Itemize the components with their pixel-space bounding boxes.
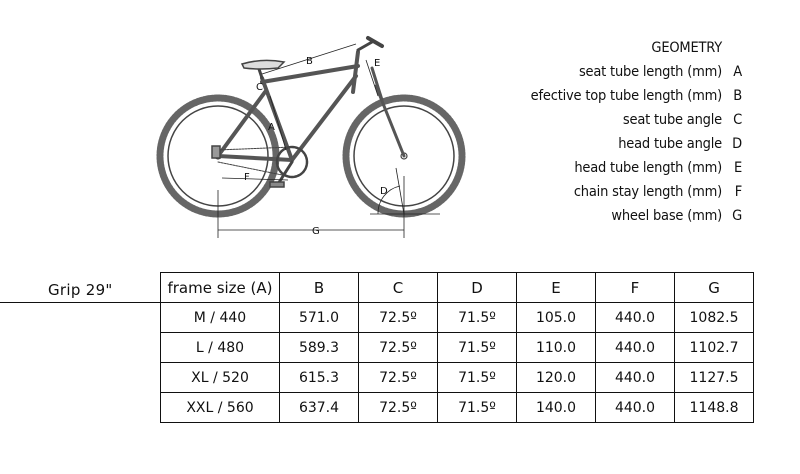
col-header-b: B xyxy=(280,273,359,303)
cell-frame-size: M / 440 xyxy=(161,303,280,333)
cell-g: 1127.5 xyxy=(675,363,754,393)
cell-b: 637.4 xyxy=(280,393,359,423)
cell-g: 1082.5 xyxy=(675,303,754,333)
legend-item-c: seat tube angle C xyxy=(622,112,742,128)
col-header-f: F xyxy=(596,273,675,303)
cell-d: 71.5º xyxy=(438,363,517,393)
cell-e: 120.0 xyxy=(517,363,596,393)
cell-f: 440.0 xyxy=(596,363,675,393)
cell-c: 72.5º xyxy=(359,393,438,423)
cell-c: 72.5º xyxy=(359,333,438,363)
legend-item-a: seat tube length (mm) A xyxy=(578,64,742,80)
cell-g: 1148.8 xyxy=(675,393,754,423)
frame xyxy=(218,52,358,160)
cell-f: 440.0 xyxy=(596,303,675,333)
cell-b: 589.3 xyxy=(280,333,359,363)
legend-item-g: wheel base (mm) G xyxy=(611,208,742,224)
cell-d: 71.5º xyxy=(438,333,517,363)
cell-e: 140.0 xyxy=(517,393,596,423)
cell-c: 72.5º xyxy=(359,303,438,333)
model-name: Grip 29" xyxy=(48,281,113,299)
saddle xyxy=(242,60,284,69)
geometry-legend xyxy=(531,36,742,228)
cell-d: 71.5º xyxy=(438,303,517,333)
cell-c: 72.5º xyxy=(359,363,438,393)
legend-item-b: efective top tube length (mm) B xyxy=(530,88,742,104)
cell-g: 1102.7 xyxy=(675,333,754,363)
cell-e: 105.0 xyxy=(517,303,596,333)
diagram-label-g: G xyxy=(312,226,320,237)
cell-frame-size: XXL / 560 xyxy=(161,393,280,423)
col-header-frame-size: frame size (A) xyxy=(161,273,280,303)
col-header-c: C xyxy=(359,273,438,303)
diagram-label-f: F xyxy=(244,172,250,183)
table-row xyxy=(161,333,754,363)
model-underline xyxy=(0,302,162,303)
cell-e: 110.0 xyxy=(517,333,596,363)
cell-b: 615.3 xyxy=(280,363,359,393)
cell-frame-size: L / 480 xyxy=(161,333,280,363)
cell-frame-size: XL / 520 xyxy=(161,363,280,393)
legend-item-f: chain stay length (mm) F xyxy=(573,184,742,200)
cell-f: 440.0 xyxy=(596,393,675,423)
col-header-e: E xyxy=(517,273,596,303)
geometry-table xyxy=(160,272,754,423)
cell-b: 571.0 xyxy=(280,303,359,333)
diagram-label-e: E xyxy=(374,58,381,69)
diagram-label-a: A xyxy=(268,122,275,133)
table-row xyxy=(161,363,754,393)
table-header-row xyxy=(161,273,754,303)
legend-title: GEOMETRY xyxy=(651,40,722,56)
legend-item-d: head tube angle D xyxy=(618,136,742,152)
col-header-g: G xyxy=(675,273,754,303)
diagram-label-b: B xyxy=(306,56,313,67)
table-row xyxy=(161,393,754,423)
cell-f: 440.0 xyxy=(596,333,675,363)
diagram-label-d: D xyxy=(380,186,388,197)
legend-item-e: head tube length (mm) E xyxy=(574,160,742,176)
table-row xyxy=(161,303,754,333)
fork xyxy=(372,68,404,156)
col-header-d: D xyxy=(438,273,517,303)
diagram-label-c: C xyxy=(256,82,263,93)
cell-d: 71.5º xyxy=(438,393,517,423)
